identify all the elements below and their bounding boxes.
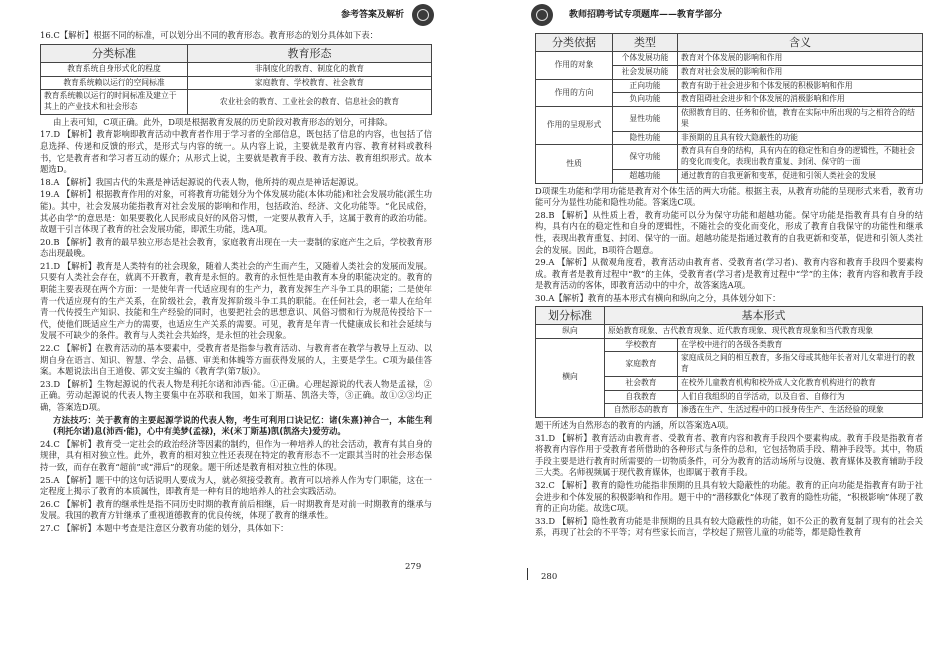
education-function-table (535, 33, 923, 184)
answer-q28: 28.B 【解析】从性质上看，教育功能可以分为保守功能和超越功能。保守功能是指教育具有自身的结构，具有内在的稳定性和自身的逻辑性，不随社会的变化而变化，形成了教育自我保守的功能性和继承性，表现出教育重复、封闭、保守的一面。超越功能是指通过教育的自我更新和变革，促进和引领人类社会的发展。因此，B项符合题意。 (535, 209, 923, 255)
table3-form: 自然形态的教育 (605, 404, 678, 418)
answer-q17: 17.D 【解析】教育影响即教育活动中教育者作用于学习者的全部信息，既包括了信息的内容，也包括了信息选择、传递和反馈的形式，是形式与内容的统一。从内容上说，主要就是教育内容、教育材料或教科书，它是教育者和学习者互动的媒介；从形式上说，主要就是教育手段、教育方法、教育组织形式。故本题选D。 (40, 129, 432, 175)
right-header-title: 教师招聘考试专项题库——教育学部分 (569, 10, 723, 20)
table2-type: 个体发展功能 (613, 52, 678, 66)
table3-desc: 家庭成员之间的相互教育，多指父母或其他年长者对儿女辈进行的教育 (678, 352, 923, 377)
table2-header-type: 类型 (613, 34, 678, 52)
table3-desc: 渗透在生产、生活过程中的口授身传生产、生活经验的现象 (678, 404, 923, 418)
table3-form: 自我教育 (605, 390, 678, 404)
table2-basis: 作用的对象 (536, 52, 613, 80)
table3-form: 社会教育 (605, 376, 678, 390)
table3-vertical-value: 原始教育现象、古代教育现象、近代教育现象、现代教育现象和当代教育现象 (605, 324, 923, 338)
table2-meaning: 非预期的且具有较大隐蔽性的功能 (678, 131, 923, 145)
q16-intro: 16.C【解析】根据不同的标准，可以划分出不同的教育形态。教育形态的划分具体如下表： (40, 30, 378, 40)
q30-after: 题干所述为自然形态的教育的内涵，所以答案选A项。 (535, 420, 734, 431)
table2-meaning: 依照教育目的、任务和价值，教育在实际中所出现的与之相符合的结果 (678, 107, 923, 132)
answer-q27: 27.C 【解析】本题中考查是注意区分教育功能的划分，具体如下： (40, 522, 289, 533)
table2-type: 负向功能 (613, 93, 678, 107)
answer-q18: 18.A 【解析】我国古代的朱熹是神话起源说的代表人物，他所持的观点是神话起源说。 (40, 176, 364, 187)
q16-after: 由上表可知，C项正确。此外，D项是根据教育发展的历史阶段对教育形态的划分，可排除。 (53, 116, 393, 127)
table2-meaning: 教育具有自身的结构，具有内在的稳定性和自身的逻辑性，不随社会的变化而变化，表现出教育重复、封闭、保守的一面 (678, 145, 923, 170)
table1-cell: 教育系统赖以运行的时间标准及建立于其上的产业技术和社会形态 (41, 90, 188, 115)
table2-type: 正向功能 (613, 79, 678, 93)
table2-basis: 作用的呈现形式 (536, 107, 613, 145)
answer-q24: 24.C 【解析】教育受一定社会的政治经济等因素的制约，但作为一种培养人的社会活动，教育有其自身的规律，具有相对独立性。此外，教育的相对独立性还表现在特定的教育形态不一定跟其当时的社会形态保持一致，而存在教育“超前”或“滞后”的现象。题干所述是教育相对独立性的体现。 (40, 438, 432, 472)
table3-desc: 人们自我组织的自学活动，以及自省、自修行为 (678, 390, 923, 404)
answer-q29: 29.A 【解析】从微观角度看，教育活动由教育者、受教育者(学习者)、教育内容和教育手段四个要素构成。教育者是教育过程中“教”的主体，受教育者(学习者)是教育过程中“学”的主体；教育内容和教育手段是教育活动的客体，即教育活动中的中介，故答案选A项。 (535, 257, 923, 291)
table2-type: 社会发展功能 (613, 65, 678, 79)
table2-type: 隐性功能 (613, 131, 678, 145)
answer-q33: 33.D 【解析】隐性教育功能是非预期的且具有较大隐蔽性的功能，如不公正的教育复制了现有的社会关系，再现了社会的不平等；对有些家长而言，学校起了照管儿童的功能等，都是隐性教育 (535, 515, 923, 538)
answer-q31: 31.D 【解析】教育活动由教育者、受教育者、教育内容和教育手段四个要素构成。教育手段是指教育者将教育内容作用于受教育者所借助的各种形式与条件的总和，它包括物质手段、精神手段等。其中，物质手段主要是进行教育时所需要的一切物质条件，可分为教育的活动场所与设施、教育媒体及教育辅助手段三大类。名师视频属于现代教育媒体，也即属于教育手段。 (535, 432, 923, 478)
table2-basis: 作用的方向 (536, 79, 613, 107)
table1-header-form: 教育形态 (188, 44, 432, 62)
answer-q26: 26.C 【解析】教育的继承性是指不同历史时期的教育前后相继，后一时期教育是对前一时期教育的继承与发展。我国的教育方针继承了重视道德教育的优良传统，体现了教育的继承性。 (40, 498, 432, 521)
table2-header-basis: 分类依据 (536, 34, 613, 52)
table3-header-forms: 基本形式 (605, 306, 923, 324)
table1-cell: 非制度化的教育、制度化的教育 (188, 62, 432, 76)
school-logo-icon (531, 4, 553, 26)
table3-vertical-label: 纵向 (536, 324, 605, 338)
answer-q32: 32.C 【解析】教育的隐性功能指非预期的且具有较大隐蔽性的功能。教育的正向功能是指教育有助于社会进步和个体发展的积极影响和作用。题干中的“潜移默化”体现了教育的隐性功能，“积极影响”体现了教育的正向功能。故选C项。 (535, 480, 923, 514)
school-logo-icon (412, 4, 434, 26)
education-form-table (40, 44, 432, 115)
table3-form: 学校教育 (605, 338, 678, 352)
answer-q25: 25.A 【解析】题干中的这句话说明人要成为人，就必须接受教育。教育可以培养人作为专门职能，这在一定程度上揭示了教育的本质属性，即教育是一种有目的地培养人的社会实践活动。 (40, 474, 432, 497)
table2-type: 超越功能 (613, 169, 678, 183)
table3-form: 家庭教育 (605, 352, 678, 377)
text-cursor (527, 568, 528, 580)
right-page (475, 0, 950, 672)
table2-meaning: 教育有助于社会进步和个体发展的积极影响和作用 (678, 79, 923, 93)
table2-header-meaning: 含义 (678, 34, 923, 52)
answer-q20: 20.B 【解析】教育的最早独立形态是社会教育，家庭教育出现在一夫一妻制的家庭产生之后，学校教育形态出现最晚。 (40, 236, 432, 259)
left-header-title: 参考答案及解析 (341, 10, 405, 20)
table1-cell: 家庭教育、学校教育、社会教育 (188, 76, 432, 90)
table2-meaning: 教育对个体发展的影响和作用 (678, 52, 923, 66)
table3-desc: 在校外儿童教育机构和校外成人文化教育机构进行的教育 (678, 376, 923, 390)
answer-q22: 22.C 【解析】在教育活动的基本要素中，受教育者是指参与教育活动、与教育者在教学与教导上互动、以期自身在语言、知识、智慧、学会、品德、审美和体魄等方面获得发展的人，主要是学生。C项为最佳答案。本题说法出自王道俊、郭文安主编的《教育学(第7版)》。 (40, 343, 432, 377)
right-content (535, 33, 923, 540)
q30-intro: 30.A【解析】教育的基本形式有横向和纵向之分，具体划分如下： (535, 293, 781, 304)
table2-basis: 性质 (536, 145, 613, 183)
table1-cell: 农业社会的教育、工业社会的教育、信息社会的教育 (188, 90, 432, 115)
table3-desc: 在学校中进行的各级各类教育 (678, 338, 923, 352)
method-tip: 方法技巧：关于教育的主要起源学说的代表人物，考生可利用口诀记忆：诸(朱熹)神合一，本能生利(利托尔诺)息(沛西·能)，心中有美梦(孟禄)，米(米丁斯基)凯(凯洛夫)爱劳动。 (53, 414, 432, 437)
answer-q23: 23.D 【解析】生物起源说的代表人物是利托尔诺和沛西·能。①正确。心理起源说的代表人物是孟禄，②正确。劳动起源说的代表人物主要集中在苏联和我国，如米丁斯基、凯洛夫等，③正确。故①②③均正确，答案选D项。 (40, 378, 432, 413)
table3-horizontal-label: 横向 (536, 338, 605, 418)
table1-cell: 教育系统自身形式化的程度 (41, 62, 188, 76)
table2-meaning: 教育对社会发展的影响和作用 (678, 65, 923, 79)
table1-cell: 教育系统赖以运行的空间标准 (41, 76, 188, 90)
table2-type: 显性功能 (613, 107, 678, 132)
left-content (40, 30, 432, 536)
table2-meaning: 通过教育的自我更新和变革，促进和引领人类社会的发展 (678, 169, 923, 183)
answer-q19: 19.A 【解析】根据教育作用的对象，可将教育功能划分为个体发展功能(本体功能)和社会发展功能(派生功能)。其中，社会发展功能指教育对社会发展的影响和作用，包括政治、经济、文化功能等。“化民成俗，其必由学”的意思是：如果要教化人民形成良好的风俗习惯，一定要从教育入手，这属于教育的政治功能。故题干引言体现了教育的社会发展功能，即派生功能，选A项。 (40, 189, 432, 235)
right-page-number: 280 (541, 572, 558, 582)
table1-header-standard: 分类标准 (41, 44, 188, 62)
left-page-number: 279 (405, 562, 422, 572)
table2-type: 保守功能 (613, 145, 678, 170)
table3-header-standard: 划分标准 (536, 306, 605, 324)
table2-meaning: 教育阻碍社会进步和个体发展的消极影响和作用 (678, 93, 923, 107)
q27-after: D项课生功能和学用功能是教育对个体生活的两大功能。根据主表，从教育功能的呈现形式来看，教育功能可分为显性功能和隐性功能。答案选C项。 (535, 185, 923, 208)
answer-q21: 21.D 【解析】教育是人类特有的社会现象，随着人类社会的产生而产生，又随着人类社会的发展而发展。只要有人类社会存在，就离不开教育，教育是永恒的。教育的永恒性是由教育本身的职能决定的。教育的职能主要表现在两个方面：一是使年青一代适应现有的生产力，教育发挥生产斗争工具的职能；二是使年青一代适应现有的生产关系，在阶级社会，教育发挥阶级斗争工具的职能。在任何社会，老一辈人在给年青一代传授生产知识、技能和生产经验的同时，也要把社会的思想意识、风俗习惯和行为规范传授给下一代，使他们既适应生产力的需要，也适应生产关系的需要。可见，教育是年青一代健康成长和社会延续与发展不可缺少的条件。教育与人类社会共始终，是永恒的社会现象。 (40, 260, 432, 341)
education-basic-form-table (535, 306, 923, 418)
